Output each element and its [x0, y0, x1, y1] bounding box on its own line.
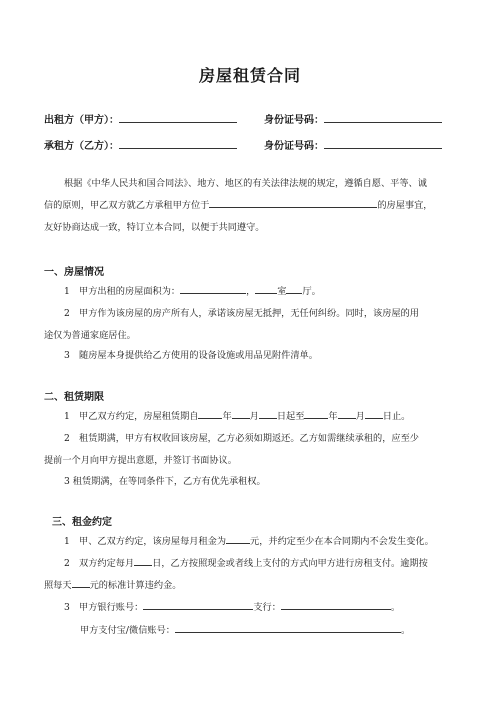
s1-item-1-text: 1 甲方出租的房屋面积为： [64, 286, 181, 297]
lessee-id-label: 身份证号码： [264, 141, 324, 152]
area-field[interactable] [180, 284, 246, 294]
s2-end: 日止。 [382, 411, 411, 422]
s1-item-1-comma: ， [246, 286, 256, 297]
s3-item-2-text: 2 双方约定每月 [64, 558, 135, 569]
intro-line-2a: 信的原则，甲乙双方就乙方承租甲方位于 [44, 200, 210, 211]
s3-item-2c [44, 575, 181, 597]
property-location-field[interactable] [209, 198, 377, 208]
end-month-field[interactable] [338, 409, 356, 419]
end-year-field[interactable] [304, 409, 328, 419]
contract-title: 房屋租赁合同 [198, 66, 301, 85]
s3-bank-label: 3 甲方银行账号： [64, 602, 144, 613]
intro-line-1: 根据《中华人民共和国合同法》、地方、地区的有关法律法规的规定，遵循自愿、平等、诚 [64, 178, 427, 189]
s2-month-1: 月 [249, 411, 259, 422]
s2-item-1 [64, 406, 410, 428]
s3-item-4 [80, 620, 410, 642]
s1-item-2b: 途仅为普通家庭居住。 [44, 330, 136, 341]
bank-account-field[interactable] [143, 600, 253, 610]
lessee-id-row [264, 137, 442, 152]
lessor-label: 出租方（甲方）： [44, 115, 119, 126]
s1-item-1-room: 室 [277, 286, 287, 297]
s3-item-1-text: 1 甲、乙双方约定，该房屋每月租金为 [64, 536, 227, 547]
s2-month-2: 月 [355, 411, 365, 422]
s2-year-2: 年 [328, 411, 338, 422]
s3-item-3 [64, 597, 400, 619]
s3-item-3-period: 。 [390, 602, 401, 613]
s3-item-2d-text: 元的标准计算违约金。 [89, 580, 182, 591]
section-2-heading: 二、租赁期限 [44, 392, 104, 403]
alipay-wechat-field[interactable] [175, 623, 401, 633]
payment-day-field[interactable] [134, 556, 152, 566]
bank-branch-field[interactable] [281, 600, 391, 610]
lessor-id-field[interactable] [324, 112, 442, 123]
s3-item-2 [64, 553, 428, 575]
intro-line-2b: 的房屋事宜， [377, 200, 433, 211]
lessee-name-field[interactable] [119, 138, 237, 149]
lessee-id-field[interactable] [324, 138, 442, 149]
s1-item-2a: 2 甲方作为该房屋的房产所有人，承诺该房屋无抵押，无任何纠纷。同时，该房屋的用 [64, 308, 419, 319]
penalty-field[interactable] [72, 578, 90, 588]
lessee-row [44, 137, 237, 152]
start-month-field[interactable] [232, 409, 250, 419]
s2-item-2b: 提前一个月向甲方提出意愿，并签订书面协议。 [44, 455, 237, 466]
s3-item-2-rest: 日，乙方按照现金或者线上支付的方式向甲方进行房租支付。逾期按 [152, 558, 428, 569]
s1-item-3: 3 随房屋本身提供给乙方使用的设备设施或用品见附件清单。 [64, 350, 318, 361]
s3-item-1 [64, 531, 434, 553]
s3-item-2c-text: 照每天 [44, 580, 72, 591]
section-1-heading: 一、房屋情况 [44, 267, 104, 278]
start-year-field[interactable] [198, 409, 222, 419]
s2-item-1-text: 1 甲乙双方约定，房屋租赁期自 [64, 411, 199, 422]
end-day-field[interactable] [365, 409, 383, 419]
s2-year-1: 年 [222, 411, 232, 422]
halls-field[interactable] [286, 284, 302, 294]
s3-item-1-rest: 元，并约定至少在本合同期内不会发生变化。 [250, 536, 434, 547]
s3-alipay-label: 甲方支付宝/微信账号： [80, 625, 175, 636]
s3-item-4-period: 。 [400, 625, 411, 636]
s3-branch-label: 支行： [253, 602, 281, 613]
rooms-field[interactable] [255, 284, 277, 294]
lessor-name-field[interactable] [119, 112, 237, 123]
lessor-row [44, 111, 237, 126]
section-3-heading: 三、租金约定 [52, 517, 112, 528]
s2-item-2a: 2 租赁期满，甲方有权收回该房屋，乙方必须如期返还。乙方如需继续承租的，应至少 [64, 433, 419, 444]
intro-line-2 [44, 195, 433, 217]
intro-line-3: 友好协商达成一致，特订立本合同，以便于共同遵守。 [44, 222, 265, 233]
lessor-id-row [264, 111, 442, 126]
s1-item-1 [64, 281, 321, 303]
s1-item-1-hall: 厅。 [302, 286, 321, 297]
s2-item-3: 3 租赁期满，在等同条件下，乙方有优先承租权。 [64, 476, 266, 487]
lessor-id-label: 身份证号码： [264, 115, 324, 126]
start-day-field[interactable] [259, 409, 277, 419]
lessee-label: 承租方（乙方）： [44, 141, 119, 152]
s2-from: 日起至 [276, 411, 305, 422]
monthly-rent-field[interactable] [226, 534, 250, 544]
